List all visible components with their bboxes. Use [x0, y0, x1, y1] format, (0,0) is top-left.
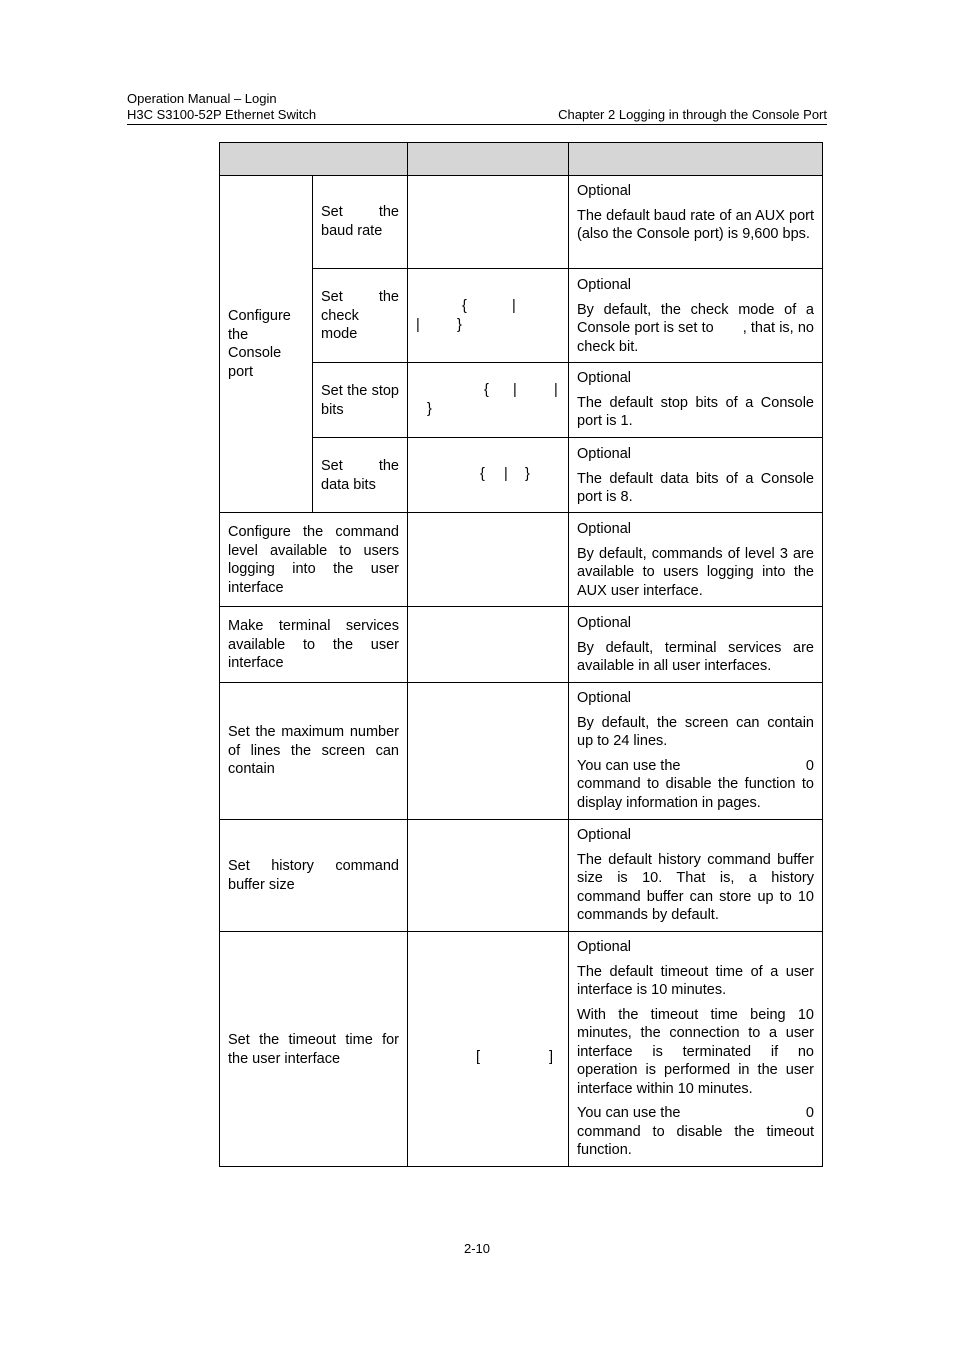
remark-text: By default, terminal services are available in all user interfaces. — [577, 639, 814, 674]
remark-title: Optional — [577, 521, 632, 537]
remark-stop-bits — [577, 369, 814, 431]
brace-close: } — [427, 401, 432, 417]
remark-inline-lead: You can use the — [577, 1105, 681, 1121]
manual-title: Operation Manual – Login — [127, 91, 277, 106]
task-terminal-services: Make terminal services available to the user interface — [228, 618, 399, 671]
brace-close: } — [457, 317, 462, 333]
remark-screen-lines — [577, 689, 814, 812]
remark-timeout — [577, 938, 814, 1160]
remark-text: command to disable the function to display information in pages. — [577, 776, 814, 811]
pipe: | — [512, 298, 516, 314]
remark-text: The default stop bits of a Console port is 1. — [577, 394, 814, 429]
task-history-buffer: Set history command buffer size — [228, 858, 399, 893]
remark-inline-command — [577, 1104, 814, 1123]
table-header-row — [220, 143, 822, 175]
bracket-open: [ — [476, 1049, 481, 1065]
remark-title: Optional — [577, 939, 632, 955]
remark-text: With the timeout time being 10 minutes, the connection to a user interface is terminated if no operation is performed in the user interface within 10 minutes. — [577, 1006, 814, 1097]
remark-text: The default data bits of a Console port is 8. — [577, 470, 814, 505]
brace-open: { — [484, 382, 489, 398]
remark-text: By default, the check mode of a Console port is set to , that is, no check bit. — [577, 301, 819, 355]
task-timeout: Set the timeout time for the user interface — [228, 1032, 399, 1067]
remark-title: Optional — [577, 446, 632, 462]
remark-title: Optional — [577, 827, 632, 843]
task-baud-rate: Set the baud rate — [321, 204, 399, 239]
remark-baud-rate — [577, 182, 814, 244]
remark-text: The default baud rate of an AUX port (also the Console port) is 9,600 bps. — [577, 207, 814, 242]
remark-text: command to disable the timeout function. — [577, 1123, 814, 1158]
remark-title: Optional — [577, 690, 632, 706]
task-data-bits: Set the data bits — [321, 458, 399, 493]
brace-close: } — [525, 466, 530, 482]
task-check-mode: Set the check mode — [321, 289, 399, 342]
pipe: | — [504, 466, 508, 482]
remark-inline-command — [577, 757, 814, 776]
bracket-close: ] — [549, 1049, 554, 1065]
remark-text: By default, the screen can contain up to 24 lines. — [577, 714, 814, 749]
page-number: 2-10 — [463, 1241, 491, 1256]
remark-terminal-services — [577, 614, 814, 676]
pipe: | — [416, 317, 420, 333]
chapter-title: Chapter 2 Logging in through the Console Port — [558, 107, 827, 122]
remark-history-buffer — [577, 826, 814, 925]
group-label-console-port: Configure the Console port — [228, 308, 291, 380]
product-name: H3C S3100-52P Ethernet Switch — [127, 107, 317, 122]
remark-text: The default history command buffer size is 10. That is, a history command buffer can store up to 10 commands by default. — [577, 851, 814, 923]
remark-command-level — [577, 520, 814, 600]
remark-data-bits — [577, 445, 814, 507]
task-stop-bits: Set the stop bits — [321, 383, 399, 418]
remark-title: Optional — [577, 370, 632, 386]
task-screen-lines: Set the maximum number of lines the screen can contain — [228, 724, 399, 777]
pipe: | — [513, 382, 517, 398]
brace-open: { — [480, 466, 485, 482]
remark-inline-tail: 0 — [805, 757, 814, 774]
brace-open: { — [462, 298, 467, 314]
remark-text: The default timeout time of a user interface is 10 minutes. — [577, 963, 814, 998]
remark-title: Optional — [577, 183, 632, 199]
remark-inline-lead: You can use the — [577, 757, 681, 774]
pipe: | — [554, 382, 558, 398]
task-command-level: Configure the command level available to users logging into the user interface — [228, 524, 399, 596]
remark-text: By default, commands of level 3 are available to users logging into the AUX user interface. — [577, 545, 814, 599]
remark-inline-tail: 0 — [805, 1105, 814, 1121]
remark-check-mode — [577, 276, 819, 356]
remark-title: Optional — [577, 615, 632, 631]
remark-title: Optional — [577, 277, 632, 293]
header-rule — [127, 124, 827, 125]
